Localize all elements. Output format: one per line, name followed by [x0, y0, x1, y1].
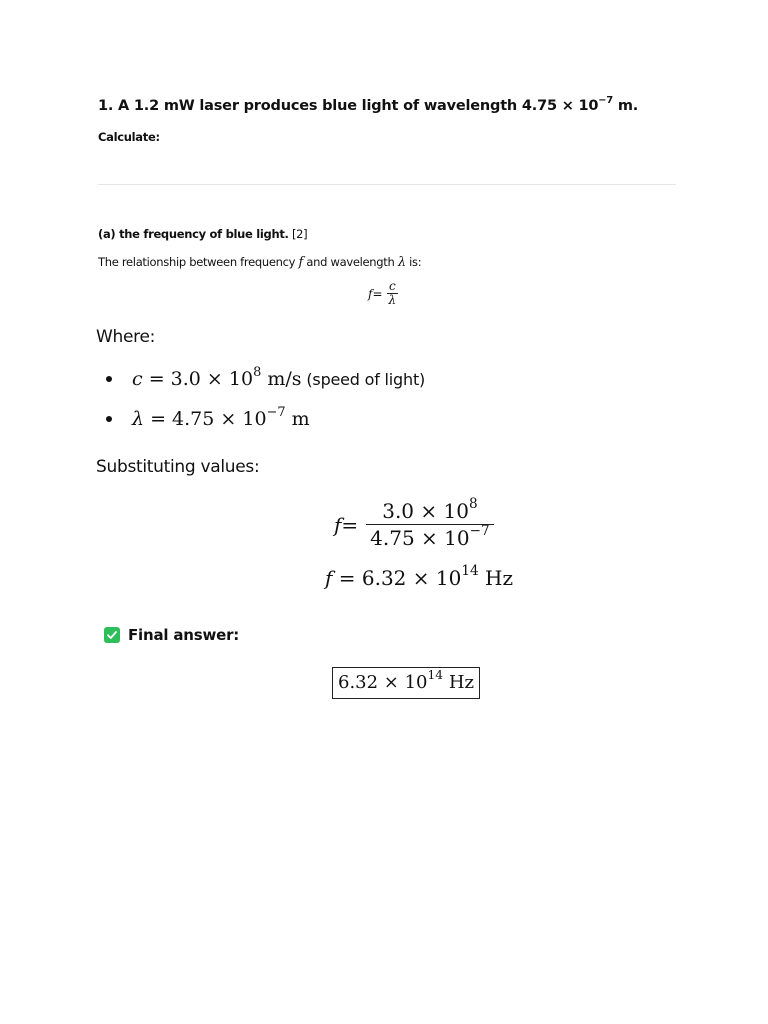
- where-heading: Where:: [96, 327, 156, 347]
- final-answer-box: $6.32 \times 10^{14}$ Hz: [332, 667, 480, 699]
- result-equation: $f = 6.32 \times 10^{14}$ Hz: [325, 563, 513, 590]
- part-a-marks: [2]: [288, 227, 308, 241]
- variable-list: [96, 362, 425, 442]
- frequency-formula: f = $\frac{c}{\lambda}$: [368, 279, 397, 308]
- question-title: 1. A 1.2 mW laser produces blue light of wavelength $4.75 \times 10^{-7}$ m.: [98, 94, 639, 114]
- substituting-heading: Substituting values:: [96, 457, 260, 477]
- calculate-label: Calculate:: [98, 130, 160, 144]
- final-answer-heading: [104, 626, 239, 644]
- list-item: $c = 3.0 \times 10^8$ m/s (speed of light): [96, 362, 425, 402]
- check-icon: [104, 627, 120, 643]
- part-a-label: (a) the frequency of blue light.: [98, 227, 289, 241]
- formula-fraction: $\frac{c}{\lambda}$: [388, 279, 397, 308]
- part-a-heading: [98, 227, 307, 241]
- substitution-fraction: $\frac{3.0 \times 10^8}{4.75 \times 10^{-7}}$: [366, 498, 494, 551]
- section-divider: [98, 184, 676, 185]
- list-item: $\lambda = 4.75 \times 10^{-7}$ m: [96, 402, 425, 442]
- final-answer-label: Final answer:: [128, 626, 240, 644]
- substitution-equation: f = $\frac{3.0 \times 10^8}{4.75 \times 10^{-7}}$: [334, 498, 494, 551]
- relationship-sentence: The relationship between frequency f and wavelength λ is:: [98, 255, 422, 270]
